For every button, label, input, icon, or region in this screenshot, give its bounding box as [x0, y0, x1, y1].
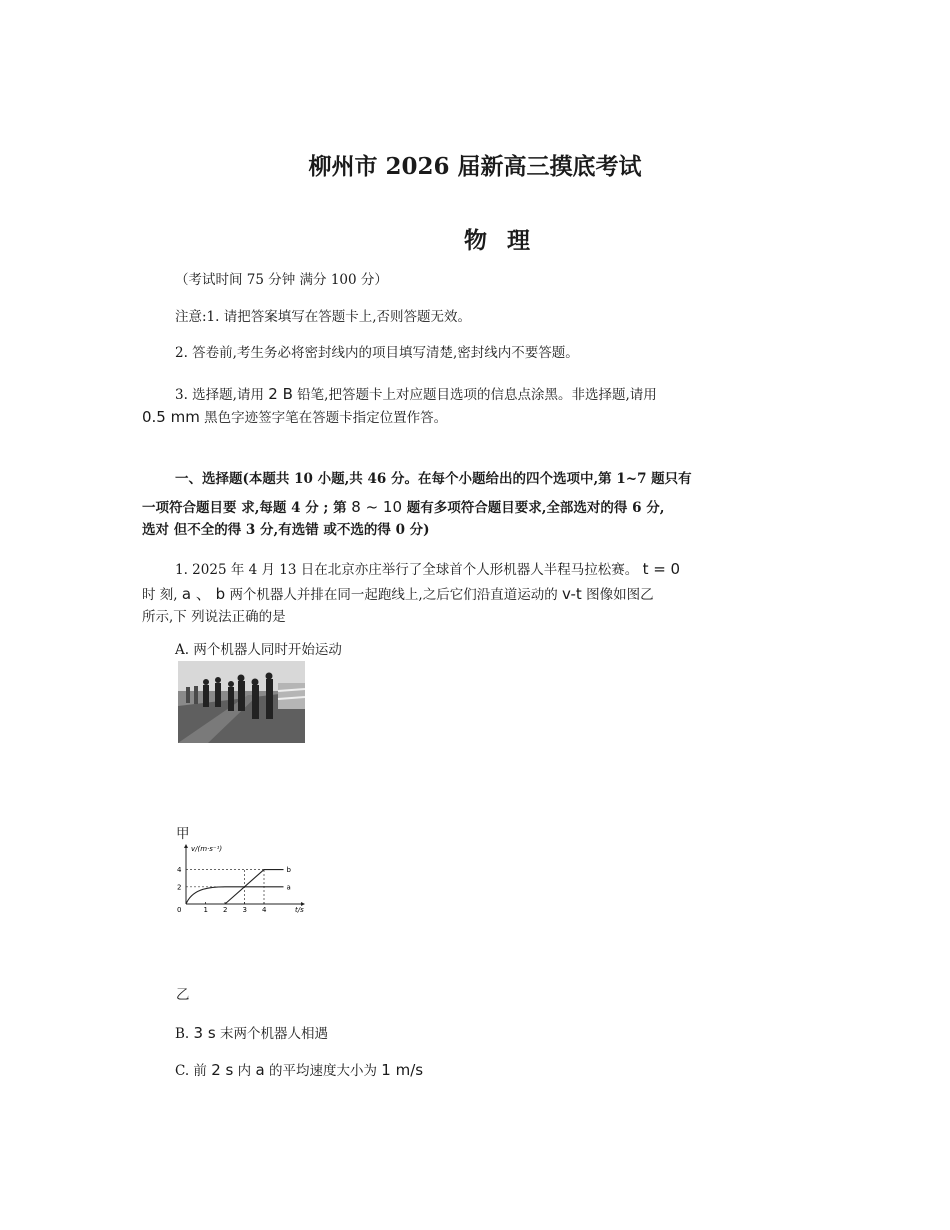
q1-option-c-text: 的平均速度大小为 — [268, 1063, 377, 1079]
x-axis-label: t/s — [295, 906, 304, 914]
robot-marathon-illustration — [178, 661, 305, 743]
q1-option-c-time: 2 s — [211, 1061, 234, 1079]
q1-stem-line3: 所示,下 列说法正确的是 — [142, 609, 286, 625]
q1-option-c-mid: 内 — [237, 1063, 252, 1079]
q1-option-b-time: 3 s — [193, 1024, 216, 1042]
section-1-line2 — [142, 495, 664, 520]
note-3-text-e: 黑色字迹签字笔在答题卡指定位置作答。 — [204, 410, 448, 426]
section-1-text-a: 一项符合题目要 求,每题 4 分 ; 第 — [142, 500, 347, 516]
y-axis-label: v/(m·s⁻¹) — [191, 845, 223, 853]
q1-stem-text-c: 两个机器人并排在同一起跑线上,之后它们沿直道运动的 — [229, 587, 558, 603]
section-1-text-c: 题有多项符合题目要求,全部选对的得 6 分, — [406, 500, 665, 516]
q1-option-b-prefix: B. — [175, 1026, 190, 1042]
exam-title: 柳州市 2026 届新高三摸底考试 — [308, 153, 642, 180]
q1-option-b — [175, 1021, 328, 1046]
note-3-text-c: 铅笔,把答题卡上对应题目选项的信息点涂黑。非选择题,请用 — [297, 387, 657, 403]
note-3-text-a: 3. 选择题,请用 — [175, 387, 264, 403]
q1-option-c — [175, 1058, 423, 1083]
q1-stem-text-a: 1. 2025 年 4 月 13 日在北京亦庄举行了全球首个人形机器人半程马拉松赛。 — [175, 562, 639, 578]
q1-stem-text-e: 图像如图乙 — [586, 587, 654, 603]
subject-title: 物 理 — [463, 227, 536, 254]
vt-graph — [173, 842, 313, 914]
section-1-range: 8 ~ 10 — [351, 498, 403, 516]
q1-option-c-prefix: C. 前 — [175, 1063, 207, 1079]
origin-label: 0 — [177, 906, 182, 914]
y-tick-label: 2 — [177, 883, 182, 892]
x-tick-label: 4 — [262, 906, 267, 914]
label-jia: 甲 — [176, 826, 190, 842]
note-1: 注意:1. 请把答案填写在答题卡上,否则答题无效。 — [175, 309, 472, 325]
y-tick-label: 4 — [177, 866, 182, 875]
q1-stem-text-b: 时 刻, — [142, 587, 178, 603]
note-3-pencil: 2 B — [268, 385, 293, 403]
q1-robots-ab: a 、 b — [181, 585, 226, 603]
section-1-line1: 一、选择题(本题共 10 小题,共 46 分。在每个小题给出的四个选项中,第 1~7 题只有 — [175, 471, 692, 487]
note-3-line2 — [142, 405, 447, 430]
x-tick-label: 1 — [203, 906, 208, 914]
vt-graph-svg — [173, 842, 313, 914]
series-b-label: b — [286, 866, 291, 875]
q1-option-b-text: 末两个机器人相遇 — [219, 1026, 328, 1042]
series-a-label: a — [286, 883, 291, 892]
y-axis-arrow — [184, 844, 188, 848]
q1-option-a: A. 两个机器人同时开始运动 — [175, 642, 342, 658]
label-yi: 乙 — [176, 987, 190, 1003]
section-1-line3: 选对 但不全的得 3 分,有选错 或不选的得 0 分) — [142, 522, 430, 538]
note-2: 2. 答卷前,考生务必将密封线内的项目填写清楚,密封线内不要答题。 — [175, 345, 579, 361]
q1-option-c-robot: a — [255, 1061, 265, 1079]
q1-vt: v-t — [562, 585, 582, 603]
note-3-line1 — [175, 382, 657, 407]
q1-stem-line2 — [142, 582, 654, 607]
q1-option-c-speed: 1 m/s — [381, 1061, 424, 1079]
x-tick-label: 3 — [242, 906, 247, 914]
note-3-pen-size: 0.5 mm — [142, 408, 200, 426]
q1-time-zero: t = 0 — [642, 560, 681, 578]
x-tick-label: 2 — [223, 906, 228, 914]
exam-info: （考试时间 75 分钟 满分 100 分） — [175, 272, 388, 288]
robot-marathon-photo — [178, 661, 305, 743]
q1-stem-line1 — [175, 557, 680, 582]
